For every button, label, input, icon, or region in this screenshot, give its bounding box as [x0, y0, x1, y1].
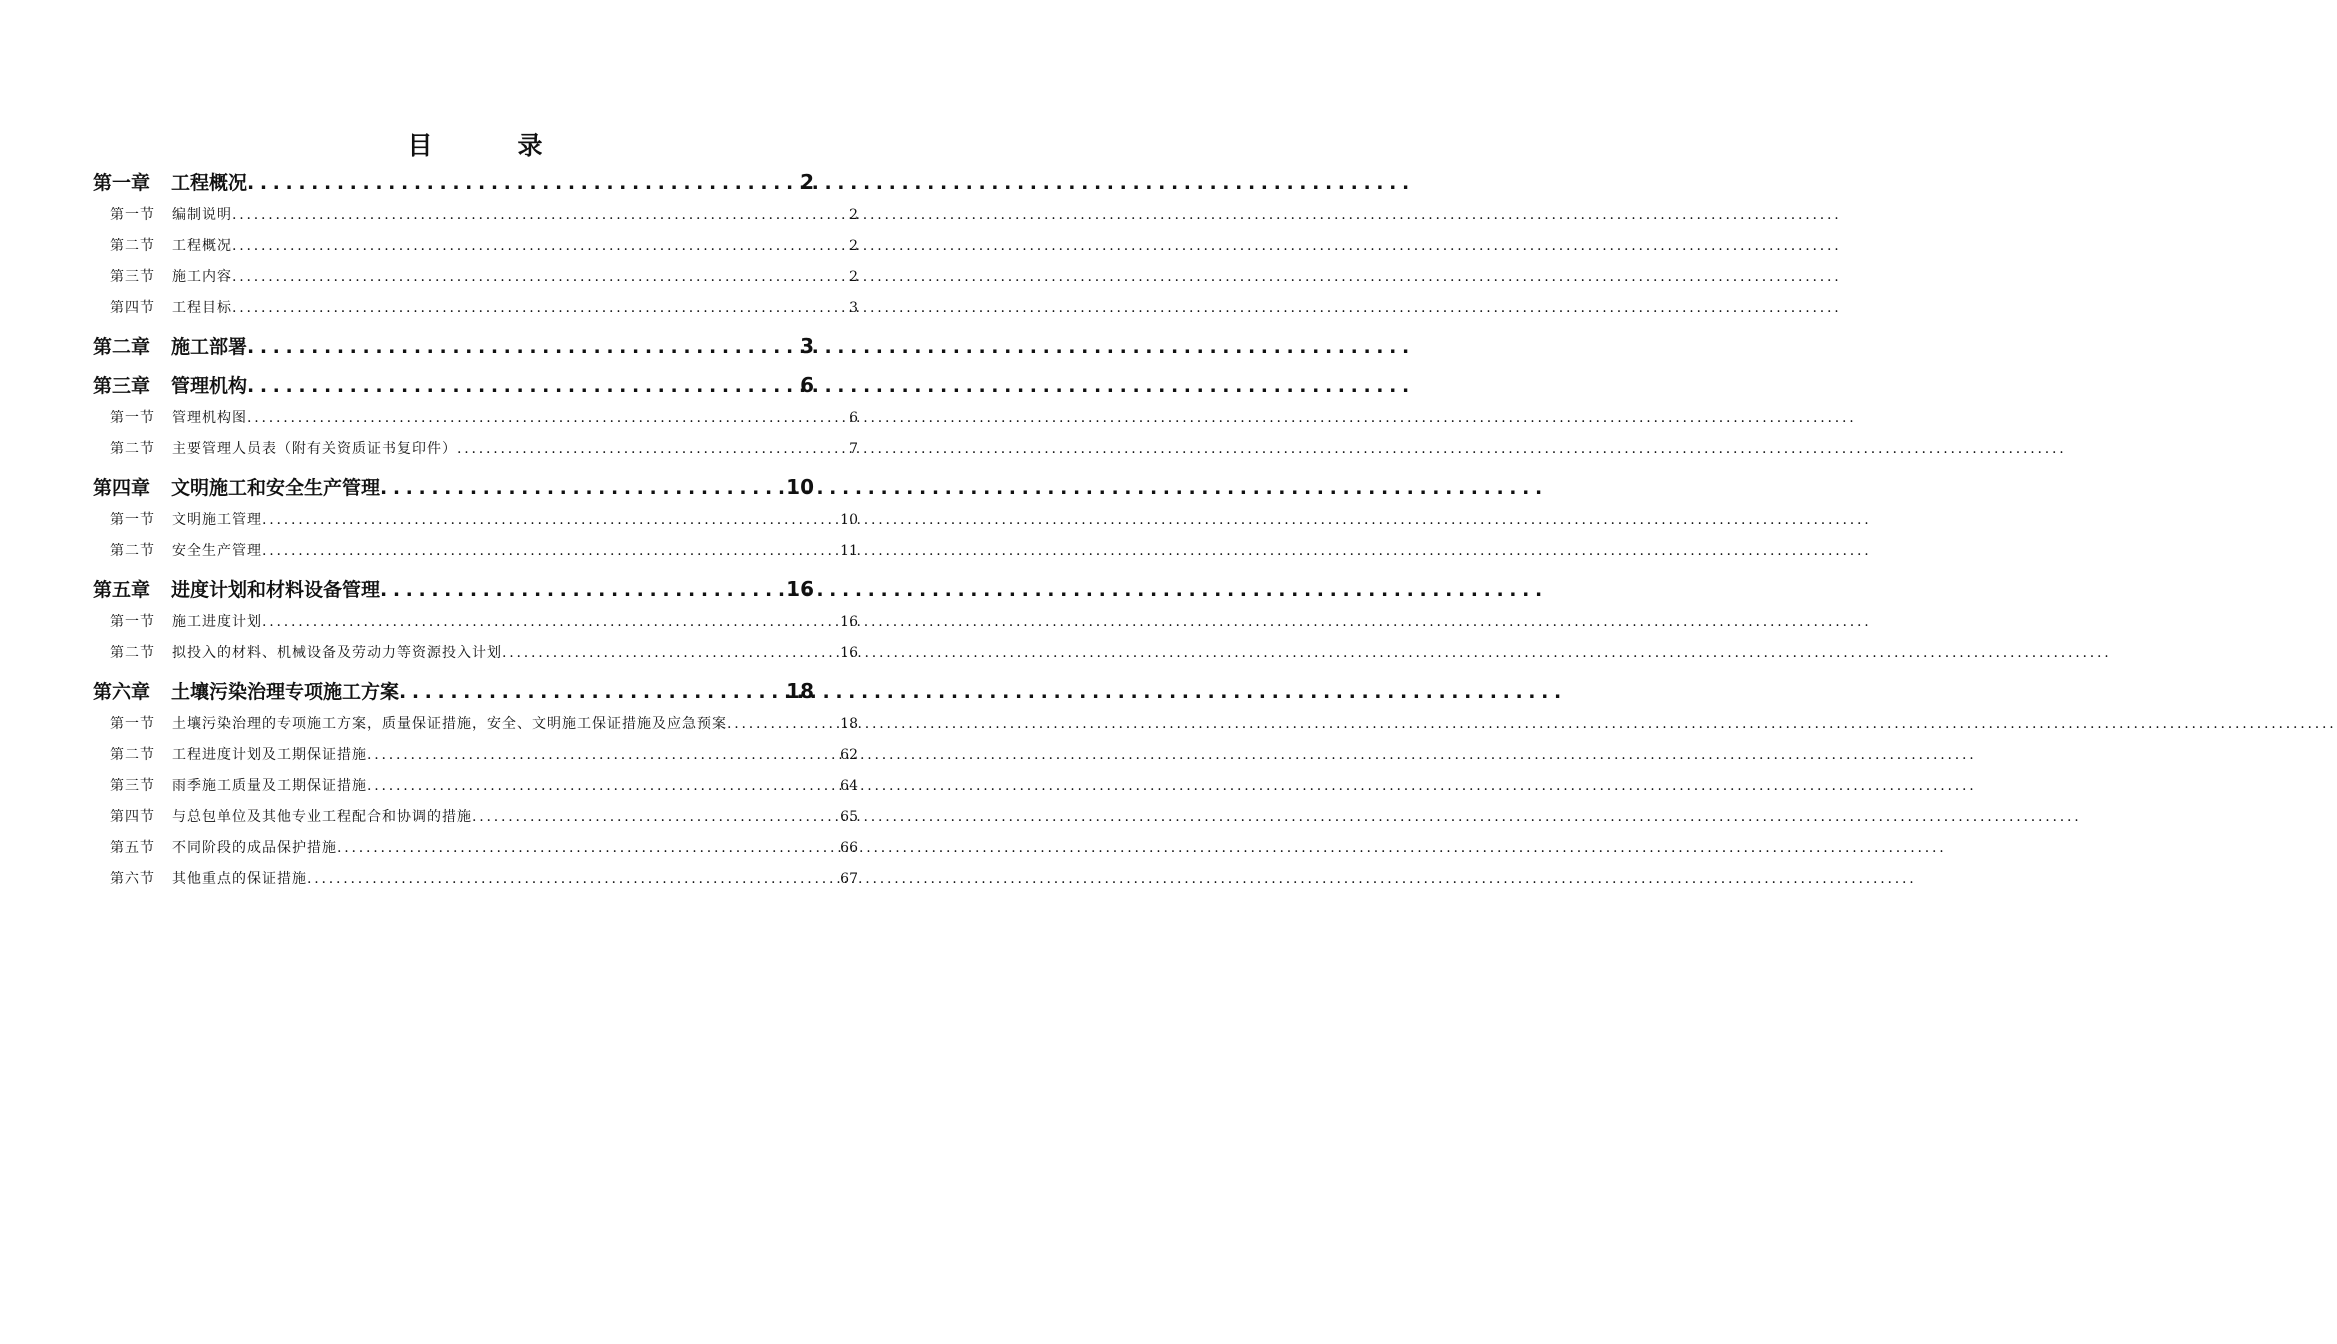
dot-leader: [367, 740, 840, 771]
dot-leader: [262, 607, 840, 638]
dot-leader: [380, 573, 786, 607]
chapter-title: 管理机构: [171, 375, 248, 397]
page-number: 6: [800, 373, 814, 397]
section-number: 第四节: [110, 809, 155, 825]
chapter-number: 第六章: [93, 681, 151, 703]
page-number: 2: [849, 207, 858, 223]
section-title: 主要管理人员表（附有关资质证书复印件）: [172, 441, 457, 457]
dot-leader: [457, 434, 849, 465]
section-title: 施工内容: [172, 269, 232, 285]
dot-leader: [247, 403, 849, 434]
toc-chapter-entry[interactable]: [0, 674, 950, 708]
chapter-title: 施工部署: [171, 336, 248, 358]
dot-leader: [727, 709, 840, 740]
page-number: 64: [840, 778, 858, 794]
toc-section-entry[interactable]: [0, 709, 950, 740]
section-number: 第二节: [110, 238, 155, 254]
page-number: 67: [840, 871, 858, 887]
page-number: 66: [840, 840, 858, 856]
section-number: 第一节: [110, 512, 155, 528]
page-number: 7: [849, 441, 858, 457]
toc-title: 目 录: [407, 131, 573, 160]
section-number: 第二节: [110, 441, 155, 457]
section-number: 第一节: [110, 716, 155, 732]
toc-chapter-entry[interactable]: [0, 368, 950, 402]
toc-chapter-entry[interactable]: [0, 329, 950, 363]
toc-section-entry[interactable]: [0, 802, 950, 833]
section-number: 第四节: [110, 300, 155, 316]
dot-leader: [247, 369, 800, 403]
toc-section-entry[interactable]: [0, 833, 950, 864]
page-number: 6: [849, 410, 858, 426]
toc-section-entry[interactable]: [0, 200, 950, 231]
toc-section-entry[interactable]: [0, 403, 950, 434]
dot-leader: [232, 200, 849, 231]
chapter-title: 土壤污染治理专项施工方案: [171, 681, 400, 703]
toc-section-entry[interactable]: [0, 293, 950, 324]
section-number: 第六节: [110, 871, 155, 887]
section-title: 雨季施工质量及工期保证措施: [172, 778, 367, 794]
dot-leader: [337, 833, 840, 864]
section-title: 土壤污染治理的专项施工方案，质量保证措施，安全、文明施工保证措施及应急预案: [172, 716, 727, 732]
section-number: 第一节: [110, 207, 155, 223]
chapter-number: 第二章: [93, 336, 151, 358]
toc-chapter-entry[interactable]: [0, 165, 950, 199]
toc-chapter-entry[interactable]: [0, 572, 950, 606]
page-number: 18: [786, 679, 814, 703]
section-number: 第五节: [110, 840, 155, 856]
toc-section-entry[interactable]: [0, 771, 950, 802]
section-title: 工程目标: [172, 300, 232, 316]
section-title: 编制说明: [172, 207, 232, 223]
toc-section-entry[interactable]: [0, 262, 950, 293]
toc-section-entry[interactable]: [0, 231, 950, 262]
page-number: 65: [840, 809, 858, 825]
section-number: 第一节: [110, 410, 155, 426]
page-number: 11: [840, 543, 858, 559]
dot-leader: [232, 293, 849, 324]
dot-leader: [247, 330, 800, 364]
page-number: 16: [840, 614, 858, 630]
page-number: 3: [800, 334, 814, 358]
section-title: 安全生产管理: [172, 543, 262, 559]
dot-leader: [247, 166, 800, 200]
dot-leader: [399, 675, 786, 709]
toc-list: [0, 165, 950, 895]
page-number: 2: [800, 170, 814, 194]
chapter-number: 第一章: [93, 172, 151, 194]
section-number: 第一节: [110, 614, 155, 630]
section-title: 不同阶段的成品保护措施: [172, 840, 337, 856]
page-number: 10: [840, 512, 858, 528]
toc-section-entry[interactable]: [0, 607, 950, 638]
page-number: 3: [849, 300, 858, 316]
page-number: 18: [840, 716, 858, 732]
chapter-title: 工程概况: [171, 172, 248, 194]
page-number: 62: [840, 747, 858, 763]
section-number: 第二节: [110, 645, 155, 661]
toc-section-entry[interactable]: [0, 638, 950, 669]
page-number: 2: [849, 269, 858, 285]
section-title: 施工进度计划: [172, 614, 262, 630]
toc-section-entry[interactable]: [0, 434, 950, 465]
section-number: 第三节: [110, 269, 155, 285]
section-title: 工程进度计划及工期保证措施: [172, 747, 367, 763]
chapter-number: 第五章: [93, 579, 151, 601]
chapter-number: 第三章: [93, 375, 151, 397]
dot-leader: [367, 771, 840, 802]
chapter-title: 文明施工和安全生产管理: [171, 477, 381, 499]
chapter-title: 进度计划和材料设备管理: [171, 579, 381, 601]
section-title: 工程概况: [172, 238, 232, 254]
section-number: 第三节: [110, 778, 155, 794]
toc-section-entry[interactable]: [0, 536, 950, 567]
section-number: 第二节: [110, 747, 155, 763]
section-title: 其他重点的保证措施: [172, 871, 307, 887]
chapter-number: 第四章: [93, 477, 151, 499]
section-title: 管理机构图: [172, 410, 247, 426]
page-number: 16: [786, 577, 814, 601]
dot-leader: [232, 262, 849, 293]
section-title: 文明施工管理: [172, 512, 262, 528]
page-number: 16: [840, 645, 858, 661]
dot-leader: [472, 802, 840, 833]
section-title: 与总包单位及其他专业工程配合和协调的措施: [172, 809, 472, 825]
dot-leader: [380, 471, 786, 505]
dot-leader: [262, 505, 840, 536]
dot-leader: [502, 638, 840, 669]
dot-leader: [262, 536, 840, 567]
toc-section-entry[interactable]: [0, 740, 950, 771]
section-title: 拟投入的材料、机械设备及劳动力等资源投入计划: [172, 645, 502, 661]
toc-chapter-entry[interactable]: [0, 470, 950, 504]
toc-section-entry[interactable]: [0, 505, 950, 536]
toc-section-entry[interactable]: [0, 864, 950, 895]
dot-leader: [307, 864, 840, 895]
page-number: 10: [786, 475, 814, 499]
section-number: 第二节: [110, 543, 155, 559]
page-number: 2: [849, 238, 858, 254]
dot-leader: [232, 231, 849, 262]
